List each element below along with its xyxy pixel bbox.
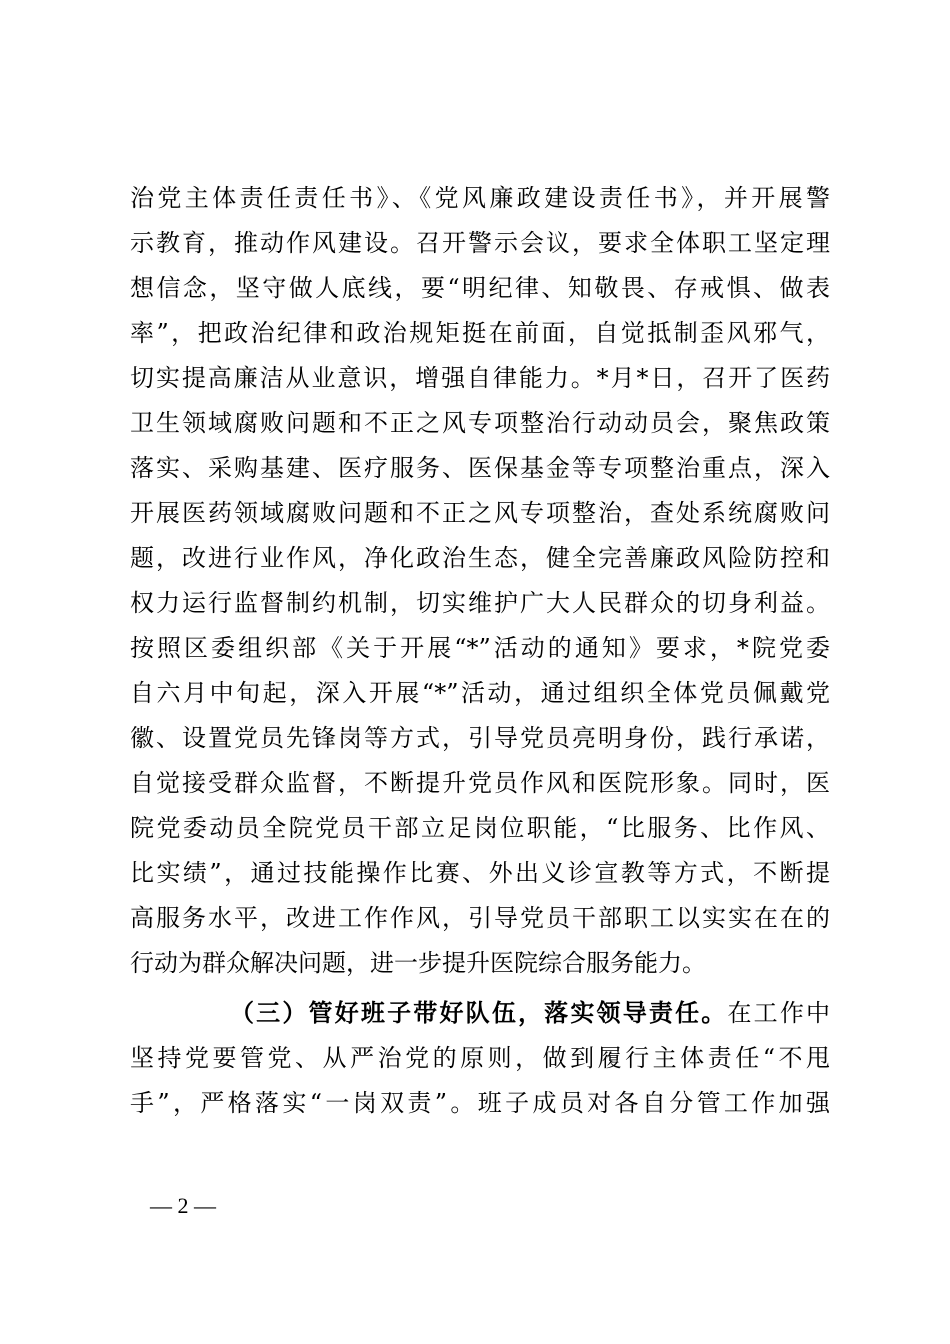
- body-text-line: 自六月中旬起，深入开展“*”活动，通过组织全体党员佩戴党: [130, 679, 830, 707]
- body-text-line: 想信念，坚守做人底线，要“明纪律、知敬畏、存戒惧、做表: [130, 274, 830, 302]
- body-text-line: 权力运行监督制约机制，切实维护广大人民群众的切身利益。: [130, 589, 830, 617]
- body-text-line: 按照区委组织部《关于开展“*”活动的通知》要求，*院党委: [130, 634, 830, 662]
- body-text-line: 示教育，推动作风建设。召开警示会议，要求全体职工坚定理: [130, 229, 830, 257]
- page-number: — 2 —: [150, 1193, 216, 1218]
- body-text-line: 比实绩”，通过技能操作比赛、外出义诊宣教等方式，不断提: [130, 859, 830, 887]
- body-text-line: 自觉接受群众监督，不断提升党员作风和医院形象。同时，医: [130, 769, 830, 797]
- body-text-line: 开展医药领域腐败问题和不正之风专项整治，查处系统腐败问: [130, 499, 830, 527]
- body-text-line: 题，改进行业作风，净化政治生态，健全完善廉政风险防控和: [130, 544, 830, 572]
- section-heading: （三）管好班子带好队伍，落实领导责任。: [230, 998, 728, 1027]
- body-text-line: 卫生领域腐败问题和不正之风专项整治行动动员会，聚焦政策: [130, 409, 830, 437]
- body-text-line: 坚持党要管党、从严治党的原则，做到履行主体责任“不甩: [130, 1044, 830, 1072]
- body-text-line: 切实提高廉洁从业意识，增强自律能力。*月*日，召开了医药: [130, 364, 830, 392]
- body-text-line: 落实、采购基建、医疗服务、医保基金等专项整治重点，深入: [130, 454, 830, 482]
- body-text-line: 治党主体责任责任书》、《党风廉政建设责任书》，并开展警: [130, 184, 830, 212]
- body-text-line: 院党委动员全院党员干部立足岗位职能，“比服务、比作风、: [130, 814, 830, 842]
- body-text-line: 手”，严格落实“一岗双责”。班子成员对各自分管工作加强: [130, 1089, 830, 1117]
- section-text: 在工作中: [727, 999, 830, 1027]
- section-heading-line: [230, 996, 830, 1030]
- body-text-line: 率”，把政治纪律和政治规矩挺在前面，自觉抵制歪风邪气，: [130, 319, 830, 347]
- body-text-line: 行动为群众解决问题，进一步提升医院综合服务能力。: [130, 949, 706, 977]
- body-text-line: 高服务水平，改进工作作风，引导党员干部职工以实实在在的: [130, 904, 830, 932]
- body-text-line: 徽、设置党员先锋岗等方式，引导党员亮明身份，践行承诺，: [130, 724, 830, 752]
